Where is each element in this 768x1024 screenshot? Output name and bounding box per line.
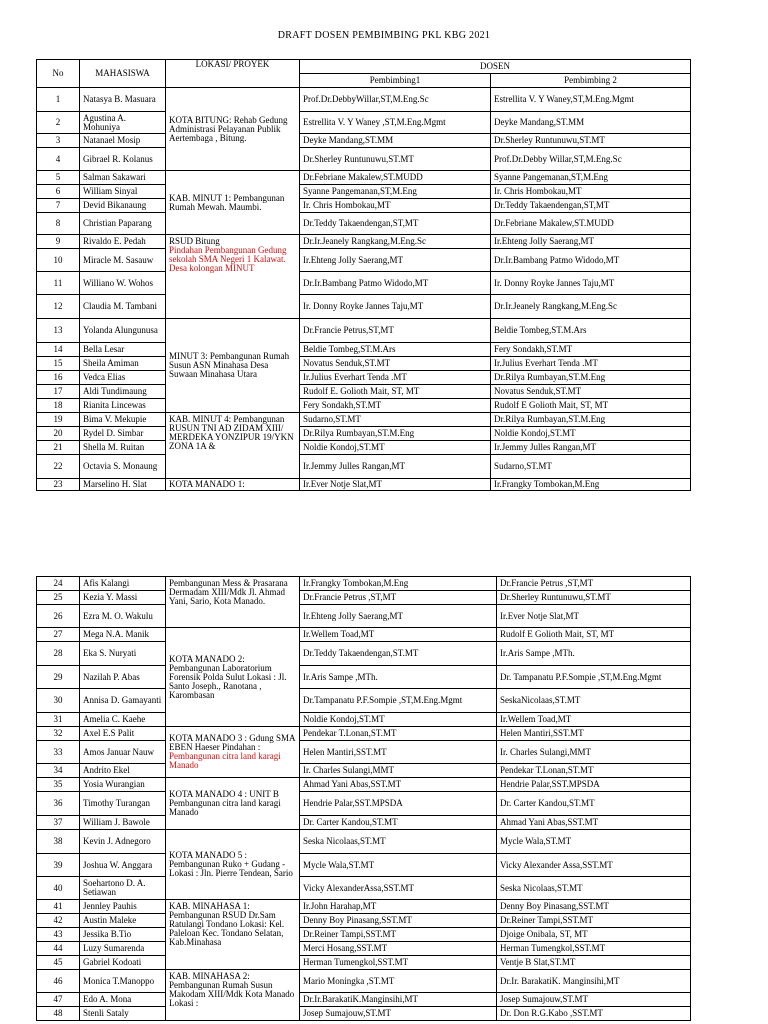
row-number: 26	[37, 605, 80, 628]
project-location: KAB. MINUT 1: Pembangunan Rumah Mewah. Maumbi.	[166, 171, 300, 235]
student-name: Kezia Y. Massi	[80, 591, 166, 605]
supervisor-2: Rudolf E Golioth Mait, ST, MT	[491, 399, 691, 413]
student-name: Rianita Lincewas	[80, 399, 166, 413]
supervisor-2: Helen Mantiri,SST.MT	[497, 727, 691, 741]
table-row	[37, 235, 691, 249]
student-name: Gibrael R. Kolanus	[80, 148, 166, 171]
table-row	[37, 148, 691, 171]
row-number: 46	[37, 970, 80, 993]
table-row	[37, 816, 691, 830]
table-row	[37, 605, 691, 628]
supervisor-1: Dr.Tampanatu P.F.Sompie ,ST,M.Eng.Mgmt	[300, 689, 497, 713]
supervisor-1: Fery Sondakh,ST.MT	[300, 399, 491, 413]
student-name: Ezra M. O. Wakulu	[80, 605, 166, 628]
row-number: 30	[37, 689, 80, 713]
row-number: 37	[37, 816, 80, 830]
supervisor-2: Ir. Chris Hombokau,MT	[491, 185, 691, 199]
table-row	[37, 88, 691, 112]
supervisor-2: Hendrie Palar,SST.MPSDA	[497, 778, 691, 792]
row-number: 14	[37, 343, 80, 357]
supervisor-1: Beldie Tombeg,ST.M.Ars	[300, 343, 491, 357]
supervisor-2: SeskaNicolaas,ST.MT	[497, 689, 691, 713]
table-row	[37, 427, 691, 441]
table-row	[37, 956, 691, 970]
student-name: Afis Kalangi	[80, 577, 166, 591]
supervisor-2: Prof.Dr.Debby Willar,ST,M.Eng.Sc	[491, 148, 691, 171]
project-location: KOTA MANADO 1:	[166, 479, 300, 491]
supervisor-2: Novatus Senduk,ST.MT	[491, 385, 691, 399]
header-lokasi: LOKASI/ PROYEK	[166, 60, 300, 88]
student-name: Jennley Pauhis	[80, 900, 166, 914]
table-row	[37, 199, 691, 213]
supervisor-1: Dr.Teddy Takaendengan,ST,MT	[300, 213, 491, 235]
student-name: Devid Bikanaung	[80, 199, 166, 213]
supervisor-1: Herman Tumengkol,SST.MT	[300, 956, 497, 970]
table-row	[37, 319, 691, 343]
supervisor-2: Dr.Francie Petrus ,ST,MT	[497, 577, 691, 591]
student-name: Eka S. Nuryati	[80, 642, 166, 666]
supervisor-1: Dr.Sherley Runtunuwu,ST.MT	[300, 148, 491, 171]
supervisor-2: Dr.Rilya Rumbayan,ST.M.Eng	[491, 371, 691, 385]
table-row	[37, 727, 691, 741]
supervisor-1: Dr.Ir.Jeanely Rangkang,M.Eng.Sc	[300, 235, 491, 249]
row-number: 43	[37, 928, 80, 942]
row-number: 32	[37, 727, 80, 741]
project-location: KAB. MINAHASA 1: Pembangunan RSUD Dr.Sam Ratulangi Tondano Lokasi: Kel. Paleloan Kec. Tondano Selatan, Kab.Minahasa	[166, 900, 300, 970]
row-number: 12	[37, 295, 80, 319]
supervisor-1: Ir.Ehteng Jolly Saerang,MT	[300, 249, 491, 272]
supervisor-1: Ahmad Yani Abas,SST.MT	[300, 778, 497, 792]
supervisor-2: Dr.Ir. BarakatiK. Manginsihi,MT	[497, 970, 691, 993]
row-number: 2	[37, 112, 80, 134]
supervisor-2: Pendekar T.Lonan,ST.MT	[497, 764, 691, 778]
supervisor-1: Dr.Ir.BarakatiK.Manginsihi,MT	[300, 993, 497, 1007]
row-number: 17	[37, 385, 80, 399]
supervisor-2: Estrellita V. Y Waney,ST,M.Eng.Mgmt	[491, 88, 691, 112]
row-number: 4	[37, 148, 80, 171]
student-name: Stenli Sataly	[80, 1007, 166, 1021]
row-number: 44	[37, 942, 80, 956]
table-row	[37, 343, 691, 357]
supervisor-2: Ir.Julius Everhart Tenda .MT	[491, 357, 691, 371]
supervisor-1: Ir.Julius Everhart Tenda .MT	[300, 371, 491, 385]
row-number: 27	[37, 628, 80, 642]
table-row	[37, 272, 691, 295]
row-number: 38	[37, 830, 80, 854]
supervisor-2: Denny Boy Pinasang,SST.MT	[497, 900, 691, 914]
table-row	[37, 295, 691, 319]
header-dosen: DOSEN	[300, 60, 691, 74]
row-number: 23	[37, 479, 80, 491]
table-row	[37, 591, 691, 605]
row-number: 41	[37, 900, 80, 914]
row-number: 39	[37, 854, 80, 877]
supervisor-2: Josep Sumajouw,ST.MT	[497, 993, 691, 1007]
supervisor-2: Dr.Ir.Bambang Patmo Widodo,MT	[491, 249, 691, 272]
supervisor-1: Rudolf E. Golioth Mait, ST, MT	[300, 385, 491, 399]
supervisor-1: Sudarno,ST.MT	[300, 413, 491, 427]
project-location: MINUT 3: Pembangunan Rumah Susun ASN Minahasa Desa Suwaan Minahasa Utara	[166, 319, 300, 413]
student-name: Bella Lesar	[80, 343, 166, 357]
table-row	[37, 900, 691, 914]
supervisor-2: Ir.Frangky Tombokan,M.Eng	[491, 479, 691, 491]
student-name: Mega N.A. Manik	[80, 628, 166, 642]
supervisor-2: Ir.Aris Sampe ,MTh.	[497, 642, 691, 666]
project-location: KOTA MANADO 4 : UNIT B Pembangunan citra land karagi Manado	[166, 778, 300, 830]
supervisor-1: Ir. Donny Royke Jannes Taju,MT	[300, 295, 491, 319]
table-row	[37, 970, 691, 993]
row-number: 7	[37, 199, 80, 213]
supervisor-2: Dr.Ir.Jeanely Rangkang,M.Eng.Sc	[491, 295, 691, 319]
supervisor-1: Estrellita V. Y Waney ,ST,M.Eng.Mgmt	[300, 112, 491, 134]
student-name: Austin Maleke	[80, 914, 166, 928]
table-row	[37, 185, 691, 199]
student-name: Joshua W. Anggara	[80, 854, 166, 877]
supervisor-1: Hendrie Palar,SST.MPSDA	[300, 792, 497, 816]
supervisor-1: Noldie Kondoj,ST.MT	[300, 441, 491, 455]
student-name: Sheila Amiman	[80, 357, 166, 371]
student-name: Aldi Tundimaung	[80, 385, 166, 399]
row-number: 42	[37, 914, 80, 928]
student-name: Andrito Ekel	[80, 764, 166, 778]
supervisor-2: Ir.Jemmy Julles Rangan,MT	[491, 441, 691, 455]
supervisor-2: Dr.Sherley Runtunuwu,ST.MT	[497, 591, 691, 605]
table-row	[37, 441, 691, 455]
student-name: Miracle M. Sasauw	[80, 249, 166, 272]
project-location: KOTA MANADO 2: Pembangunan Laboratorium Forensik Polda Sulut Lokasi : Jl. Santo Joseph., Ranotana , Karombasan	[166, 628, 300, 727]
row-number: 24	[37, 577, 80, 591]
supervisor-2: Syanne Pangemanan,ST,M.Eng	[491, 171, 691, 185]
supervisor-1: Pendekar T.Lonan,ST.MT	[300, 727, 497, 741]
supervisor-2: Dr. Carter Kandou,ST.MT	[497, 792, 691, 816]
row-number: 15	[37, 357, 80, 371]
supervisor-2: Dr.Teddy Takaendengan,ST,MT	[491, 199, 691, 213]
supervisor-1: Mycle Wala,ST.MT	[300, 854, 497, 877]
supervisor-2: Dr. Tampanatu P.F.Sompie ,ST,M.Eng.Mgmt	[497, 666, 691, 689]
document-title: DRAFT DOSEN PEMBIMBING PKL KBG 2021	[277, 30, 491, 41]
table-row	[37, 928, 691, 942]
table-row	[37, 455, 691, 479]
table-row	[37, 171, 691, 185]
table-row	[37, 741, 691, 764]
supervisor-1: Ir.Ehteng Jolly Saerang,MT	[300, 605, 497, 628]
row-number: 25	[37, 591, 80, 605]
row-number: 36	[37, 792, 80, 816]
supervisor-1: Deyke Mandang,ST.MM	[300, 134, 491, 148]
supervisor-table-2	[36, 576, 691, 1021]
supervisor-1: Syanne Pangemanan,ST,M.Eng	[300, 185, 491, 199]
supervisor-1: Ir.Frangky Tombokan,M.Eng	[300, 577, 497, 591]
row-number: 34	[37, 764, 80, 778]
supervisor-1: Dr.Teddy Takaendengan,ST.MT	[300, 642, 497, 666]
table-row	[37, 385, 691, 399]
supervisor-1: Ir.Jemmy Julles Rangan,MT	[300, 455, 491, 479]
table-row	[37, 413, 691, 427]
supervisor-1: Ir.Wellem Toad,MT	[300, 628, 497, 642]
student-name: Rydel D. Simbar	[80, 427, 166, 441]
student-name: Christian Paparang	[80, 213, 166, 235]
supervisor-1: Ir. Charles Sulangi,MMT	[300, 764, 497, 778]
supervisor-2: Herman Tumengkol,SST.MT	[497, 942, 691, 956]
table-row	[37, 830, 691, 854]
supervisor-2: Ir.Wellem Toad,MT	[497, 713, 691, 727]
supervisor-table-1	[36, 59, 691, 491]
table-row	[37, 628, 691, 642]
supervisor-1: Dr.Reiner Tampi,SST.MT	[300, 928, 497, 942]
table-row	[37, 993, 691, 1007]
student-name: Luzy Sumarenda	[80, 942, 166, 956]
supervisor-2: Ir. Charles Sulangi,MMT	[497, 741, 691, 764]
supervisor-1: Mario Moningka ,ST.MT	[300, 970, 497, 993]
project-location: Pembangunan Mess & Prasarana Dermadam XIII/Mdk Jl. Ahmad Yani, Sario, Kota Manado.	[166, 577, 300, 628]
header-no: No	[37, 60, 80, 88]
row-number: 33	[37, 741, 80, 764]
project-location: RSUD Bitung Pindahan Pembangunan Gedung sekolah SMA Negeri 1 Kalawat. Desa kolongan MINUT	[166, 235, 300, 319]
supervisor-2: Dr.Sherley Runtunuwu,ST.MT	[491, 134, 691, 148]
supervisor-2: Beldie Tombeg,ST.M.Ars	[491, 319, 691, 343]
supervisor-2: Dr.Febriane Makalew,ST.MUDD	[491, 213, 691, 235]
student-name: Marselino H. Slat	[80, 479, 166, 491]
supervisor-2: Fery Sondakh,ST.MT	[491, 343, 691, 357]
table-row	[37, 914, 691, 928]
supervisor-2: Seska Nicolaas,ST.MT	[497, 877, 691, 900]
supervisor-2: Dr.Rilya Rumbayan,ST.M.Eng	[491, 413, 691, 427]
row-number: 20	[37, 427, 80, 441]
supervisor-1: Helen Mantiri,SST.MT	[300, 741, 497, 764]
student-name: Salman Sakawari	[80, 171, 166, 185]
project-location: KOTA MANADO 5 : Pembangunan Ruko + Gudang - Lokasi : Jln. Pierre Tendean, Sario	[166, 830, 300, 900]
row-number: 1	[37, 88, 80, 112]
supervisor-2: Ventje B Slat,ST.MT	[497, 956, 691, 970]
supervisor-2: Ahmad Yani Abas,SST.MT	[497, 816, 691, 830]
supervisor-1: Josep Sumajouw,ST.MT	[300, 1007, 497, 1021]
table-row	[37, 854, 691, 877]
supervisor-2: Dr.Reiner Tampi,SST.MT	[497, 914, 691, 928]
supervisor-1: Dr. Carter Kandou,ST.MT	[300, 816, 497, 830]
row-number: 18	[37, 399, 80, 413]
row-number: 9	[37, 235, 80, 249]
row-number: 19	[37, 413, 80, 427]
table-row	[37, 134, 691, 148]
row-number: 47	[37, 993, 80, 1007]
student-name: Jessika B.Tio	[80, 928, 166, 942]
student-name: Edo A. Mona	[80, 993, 166, 1007]
row-number: 8	[37, 213, 80, 235]
student-name: Soehartono D. A. Setiawan	[80, 877, 166, 900]
supervisor-1: Ir. Chris Hombokau,MT	[300, 199, 491, 213]
row-number: 29	[37, 666, 80, 689]
student-name: Octavia S. Monaung	[80, 455, 166, 479]
student-name: Natasya B. Masuara	[80, 88, 166, 112]
student-name: Amos Januar Nauw	[80, 741, 166, 764]
student-name: William J. Bawole	[80, 816, 166, 830]
project-location: KOTA MANADO 3 : Gdung SMA EBEN Haeser Pindahan : Pembangunan citra land karagi Manado	[166, 727, 300, 778]
supervisor-1: Ir.John Harahap,MT	[300, 900, 497, 914]
table-row	[37, 764, 691, 778]
supervisor-2: Dr. Don R.G.Kabo ,SST.MT	[497, 1007, 691, 1021]
student-name: Agustina A. Mohuniya	[80, 112, 166, 134]
supervisor-2: Mycle Wala,ST.MT	[497, 830, 691, 854]
table-row	[37, 213, 691, 235]
project-location: KOTA BITUNG: Rehab Gedung Administrasi Pelayanan Publik Aertembaga , Bitung.	[166, 88, 300, 171]
supervisor-1: Novatus Senduk,ST.MT	[300, 357, 491, 371]
table-row	[37, 1007, 691, 1021]
student-name: Yosia Wurangian	[80, 778, 166, 792]
row-number: 21	[37, 441, 80, 455]
table-row	[37, 577, 691, 591]
supervisor-1: Prof.Dr.DebbyWillar,ST,M.Eng.Sc	[300, 88, 491, 112]
header-pembimbing-1: Pembimbing1	[300, 74, 491, 88]
project-location: KAB. MINUT 4: Pembangunan RUSUN TNI AD ZIDAM XIII/ MERDEKA YONZIPUR 19/YKN ZONA 1A &	[166, 413, 300, 479]
supervisor-1: Dr.Febriane Makalew,ST.MUDD	[300, 171, 491, 185]
row-number: 35	[37, 778, 80, 792]
row-number: 13	[37, 319, 80, 343]
supervisor-2: Ir. Donny Royke Jannes Taju,MT	[491, 272, 691, 295]
project-location: KAB. MINAHASA 2: Pembangunan Rumah Susun Makodam XIII/Mdk Kota Manado Lokasi :	[166, 970, 300, 1021]
supervisor-2: Sudarno,ST.MT	[491, 455, 691, 479]
supervisor-2: Noldie Kondoj,ST.MT	[491, 427, 691, 441]
supervisor-2: Djoige Onibala, ST, MT	[497, 928, 691, 942]
student-name: William Sinyal	[80, 185, 166, 199]
supervisor-2: Ir.Ever Notje Slat,MT	[497, 605, 691, 628]
table-row	[37, 357, 691, 371]
student-name: Axel E.S Palit	[80, 727, 166, 741]
student-name: Rivaldo E. Pedah	[80, 235, 166, 249]
row-number: 28	[37, 642, 80, 666]
table-row	[37, 778, 691, 792]
row-number: 6	[37, 185, 80, 199]
row-number: 40	[37, 877, 80, 900]
student-name: Gabriel Kodoati	[80, 956, 166, 970]
row-number: 10	[37, 249, 80, 272]
supervisor-1: Seska Nicolaas,ST.MT	[300, 830, 497, 854]
supervisor-2: Vicky Alexander Assa,SST.MT	[497, 854, 691, 877]
student-name: Amelia C. Kaehe	[80, 713, 166, 727]
row-number: 3	[37, 134, 80, 148]
table-row	[37, 399, 691, 413]
table-row	[37, 249, 691, 272]
row-number: 45	[37, 956, 80, 970]
supervisor-1: Denny Boy Pinasang,SST.MT	[300, 914, 497, 928]
row-number: 11	[37, 272, 80, 295]
supervisor-1: Ir.Aris Sampe ,MTh.	[300, 666, 497, 689]
supervisor-1: Dr.Francie Petrus,ST,MT	[300, 319, 491, 343]
table-row	[37, 642, 691, 666]
header-mahasiswa: MAHASISWA	[80, 60, 166, 88]
student-name: Vedca Elias	[80, 371, 166, 385]
row-number: 48	[37, 1007, 80, 1021]
student-name: Monica T.Manoppo	[80, 970, 166, 993]
student-name: Williano W. Wohos	[80, 272, 166, 295]
row-number: 31	[37, 713, 80, 727]
table-row	[37, 666, 691, 689]
table-row	[37, 689, 691, 713]
table-row	[37, 479, 691, 491]
table-row	[37, 877, 691, 900]
row-number: 16	[37, 371, 80, 385]
supervisor-1: Dr.Rilya Rumbayan,ST.M.Eng	[300, 427, 491, 441]
header-pembimbing-2: Pembimbing 2	[491, 74, 691, 88]
student-name: Annisa D. Gamayanti	[80, 689, 166, 713]
student-name: Yolanda Alungunusa	[80, 319, 166, 343]
supervisor-2: Deyke Mandang,ST.MM	[491, 112, 691, 134]
supervisor-2: Ir.Ehteng Jolly Saerang,MT	[491, 235, 691, 249]
row-number: 22	[37, 455, 80, 479]
supervisor-2: Rudolf E Golioth Mait, ST, MT	[497, 628, 691, 642]
table-row	[37, 112, 691, 134]
table-row	[37, 371, 691, 385]
student-name: Kevin J. Adnegoro	[80, 830, 166, 854]
table-row	[37, 942, 691, 956]
student-name: Bima V. Mekupie	[80, 413, 166, 427]
student-name: Natanael Mosip	[80, 134, 166, 148]
student-name: Claudia M. Tambani	[80, 295, 166, 319]
supervisor-1: Noldie Kondoj,ST.MT	[300, 713, 497, 727]
student-name: Shella M. Ruitan	[80, 441, 166, 455]
supervisor-1: Merci Hosang,SST.MT	[300, 942, 497, 956]
supervisor-1: Ir.Ever Notje Slat,MT	[300, 479, 491, 491]
student-name: Timothy Turangan	[80, 792, 166, 816]
supervisor-1: Dr.Francie Petrus ,ST,MT	[300, 591, 497, 605]
table-row	[37, 792, 691, 816]
supervisor-1: Vicky AlexanderAssa,SST.MT	[300, 877, 497, 900]
supervisor-1: Dr.Ir.Bambang Patmo Widodo,MT	[300, 272, 491, 295]
row-number: 5	[37, 171, 80, 185]
student-name: Nazilah P. Abas	[80, 666, 166, 689]
table-row	[37, 713, 691, 727]
